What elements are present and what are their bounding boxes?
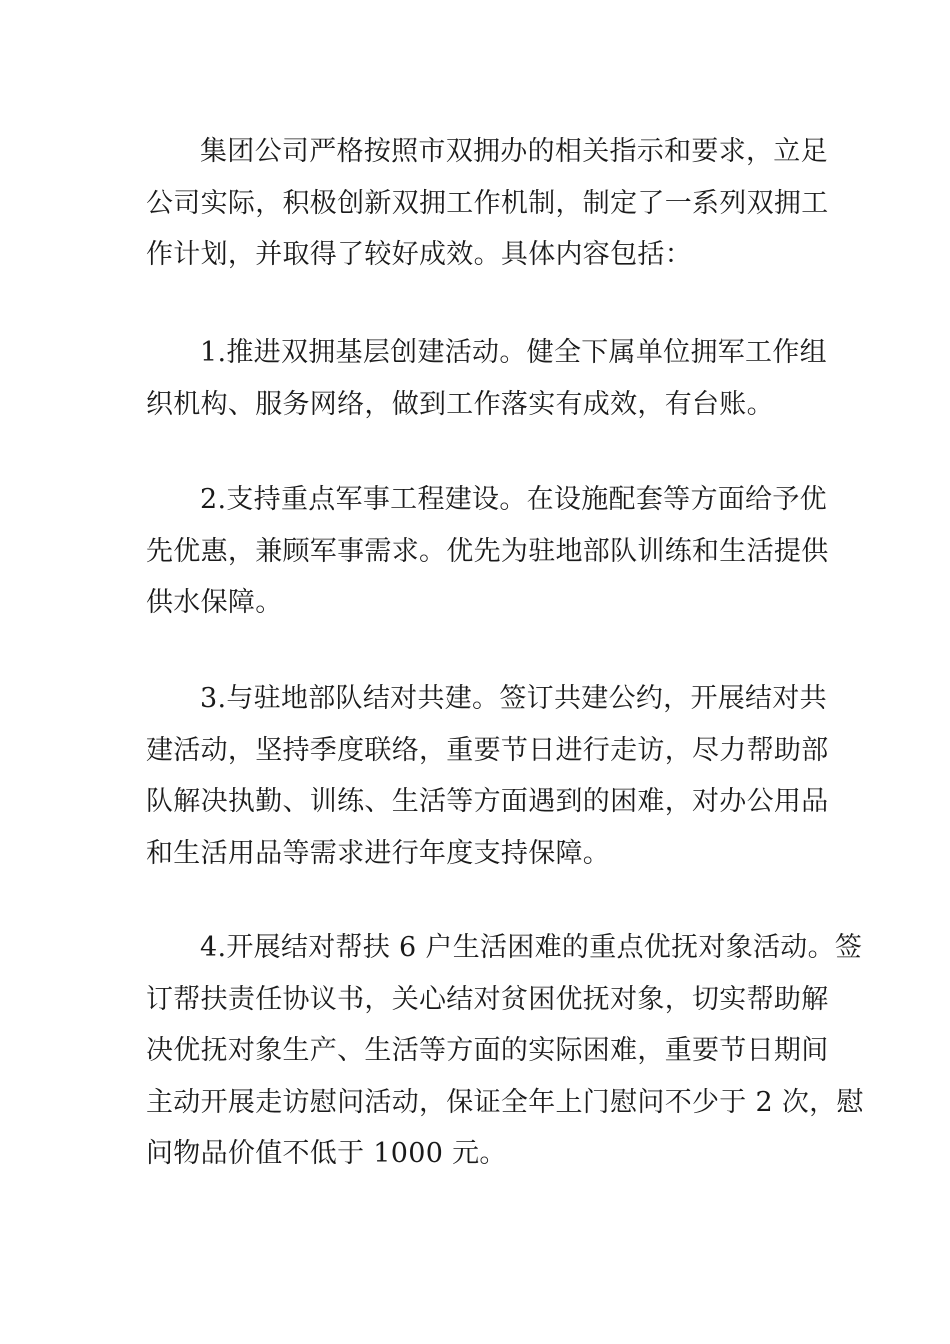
- paragraph-line: 队解决执勤、训练、生活等方面遇到的困难，对办公用品: [146, 786, 829, 817]
- paragraph-line: 集团公司严格按照市双拥办的相关指示和要求，立足: [200, 136, 828, 167]
- intro-paragraph: [146, 126, 829, 281]
- paragraph-line: 和生活用品等需求进行年度支持保障。: [146, 837, 611, 869]
- paragraph-line: 作计划，并取得了较好成效。具体内容包括：: [146, 239, 692, 270]
- paragraph-line: 问物品价值不低于 1000 元。: [146, 1138, 507, 1169]
- paragraph-line: 公司实际，积极创新双拥工作机制，制定了一系列双拥工: [146, 187, 829, 219]
- paragraph-line: 主动开展走访慰问活动，保证全年上门慰问不少于 2 次，慰: [146, 1086, 864, 1118]
- paragraph-line: 决优抚对象生产、生活等方面的实际困难，重要节日期间: [146, 1035, 829, 1066]
- paragraph-line: 建活动，坚持季度联络，重要节日进行走访，尽力帮助部: [146, 734, 829, 766]
- paragraph-line: 织机构、服务网络，做到工作落实有成效，有台账。: [146, 388, 774, 420]
- list-item-2-paragraph: [146, 474, 829, 629]
- paragraph-line: 4.开展结对帮扶 6 户生活困难的重点优抚对象活动。签: [200, 932, 863, 963]
- paragraph-line: 供水保障。: [146, 587, 283, 618]
- list-item-4-paragraph: [146, 922, 864, 1180]
- paragraph-line: 先优惠，兼顾军事需求。优先为驻地部队训练和生活提供: [146, 535, 829, 567]
- paragraph-line: 2.支持重点军事工程建设。在设施配套等方面给予优: [200, 484, 827, 515]
- paragraph-line: 订帮扶责任协议书，关心结对贫困优抚对象，切实帮助解: [146, 983, 829, 1015]
- paragraph-line: 1.推进双拥基层创建活动。健全下属单位拥军工作组: [200, 337, 827, 368]
- list-item-3-paragraph: [146, 673, 829, 879]
- paragraph-line: 3.与驻地部队结对共建。签订共建公约，开展结对共: [200, 683, 827, 714]
- list-item-1-paragraph: [146, 327, 827, 430]
